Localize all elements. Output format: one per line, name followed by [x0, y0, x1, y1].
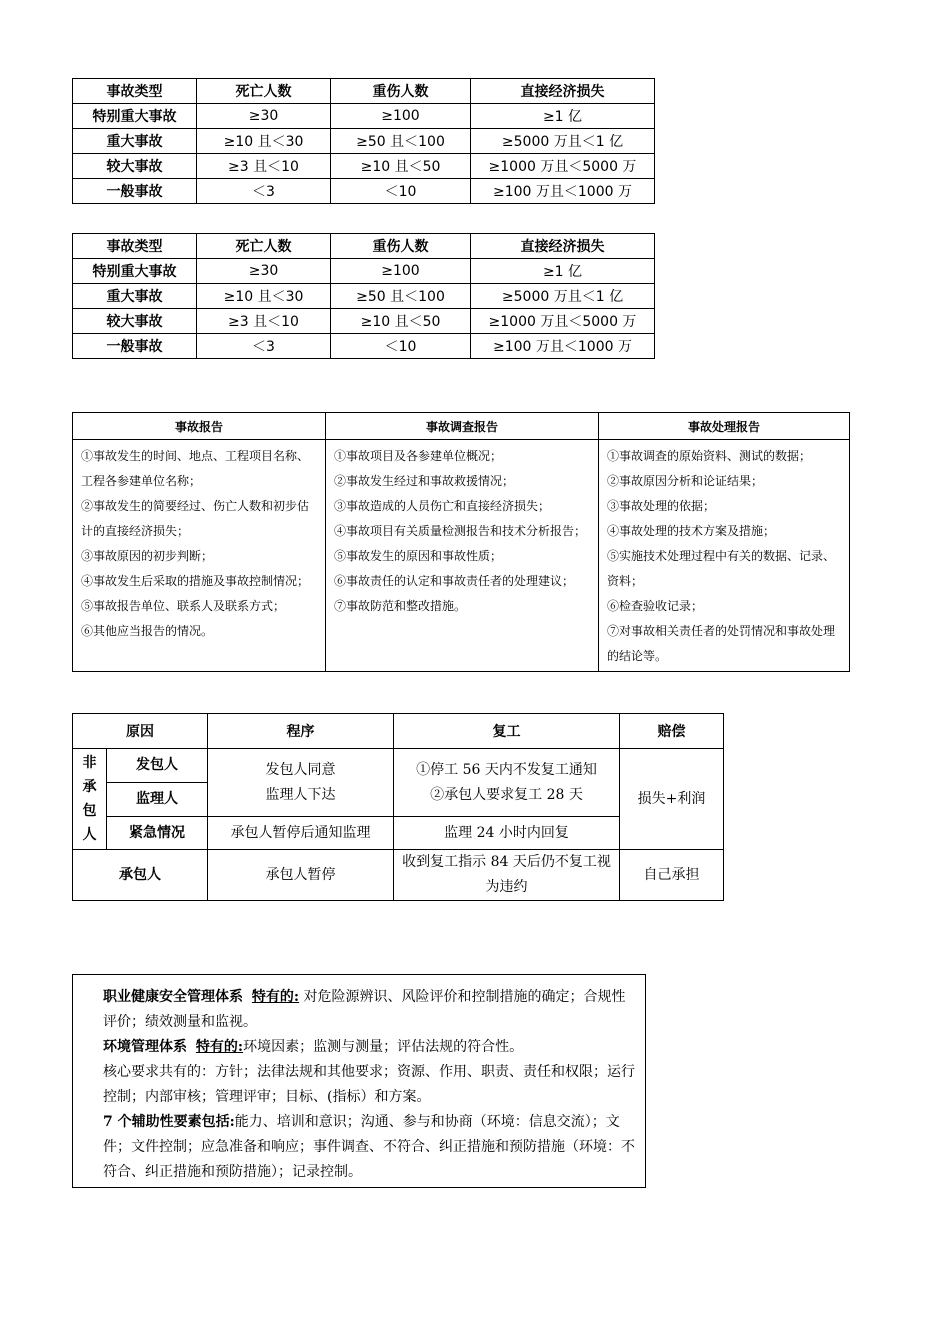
- accident-report-items: [73, 440, 326, 672]
- header-serious-injuries: 重伤人数: [331, 234, 471, 259]
- header-accident-type: 事故类型: [73, 234, 197, 259]
- table-cell: ≥100 万且＜1000 万: [471, 179, 655, 204]
- list-item: ④事故处理的技术方案及措施；: [607, 524, 776, 538]
- core-paragraph: 核心要求共有的：方针；法律法规和其他要求；资源、作用、职责、责任和权限；运行控制；内部审核；管理评审；目标、(指标）和方案。: [103, 1064, 635, 1105]
- header-economic-loss: 直接经济损失: [471, 79, 655, 104]
- header-cause: 原因: [73, 714, 208, 749]
- table-row: [73, 309, 655, 334]
- row-label: 一般事故: [73, 179, 197, 204]
- compensation-cell: 损失+利润: [620, 749, 724, 850]
- table-row: [73, 179, 655, 204]
- header-resume: 复工: [394, 714, 620, 749]
- header-deaths: 死亡人数: [197, 79, 331, 104]
- header-economic-loss: 直接经济损失: [471, 234, 655, 259]
- list-item: ②事故发生的简要经过、伤亡人数和初步估计的直接经济损失；: [81, 499, 310, 538]
- table-row: [73, 749, 724, 783]
- resume-line: ①停工 56 天内不发复工通知: [416, 761, 597, 778]
- investigation-report-items: [326, 440, 599, 672]
- table-cell: ＜3: [197, 334, 331, 359]
- compensation-contractor: 自己承担: [620, 850, 724, 901]
- list-item: ⑥事故责任的认定和事故责任者的处理建议；: [334, 574, 575, 588]
- table-cell: ≥3 且＜10: [197, 154, 331, 179]
- work-stoppage-table: [72, 713, 724, 901]
- ohs-paragraph: [86, 985, 639, 1035]
- table-cell: ≥100: [331, 259, 471, 284]
- env-text: 环境因素；监测与测量；评估法规的符合性。: [243, 1039, 524, 1055]
- ohs-text: 对危险源辨识、风险评价和控制措施的确定；合规性评价；绩效测量和监视。: [103, 989, 626, 1030]
- table-header-row: [73, 714, 724, 749]
- header-accident-report: 事故报告: [73, 413, 326, 440]
- cause-emergency: 紧急情况: [107, 817, 208, 850]
- env-paragraph: [86, 1035, 639, 1060]
- procedure-contractor: 承包人暂停: [208, 850, 394, 901]
- row-label: 特别重大事故: [73, 259, 197, 284]
- aux-text: 能力、培训和意识；沟通、参与和协商（环境：信息交流）；文件；文件控制；应急准备和响应；事件调查、不符合、纠正措施和预防措施（环境：不符合、纠正措施和预防措施）；记录控制。: [103, 1114, 635, 1180]
- table-cell: ＜10: [331, 179, 471, 204]
- procedure-cell: [208, 749, 394, 817]
- list-item: ①事故调查的原始资料、测试的数据；: [607, 449, 812, 463]
- header-serious-injuries: 重伤人数: [331, 79, 471, 104]
- table-cell: ≥1 亿: [471, 259, 655, 284]
- table-cell: ≥50 且＜100: [331, 284, 471, 309]
- list-item: ⑦事故防范和整改措施。: [334, 599, 467, 613]
- table-row: [73, 284, 655, 309]
- header-compensation: 赔偿: [620, 714, 724, 749]
- list-item: ②事故发生经过和事故救援情况；: [334, 474, 515, 488]
- table-cell: ≥5000 万且＜1 亿: [471, 129, 655, 154]
- table-row: [73, 104, 655, 129]
- list-item: ③事故造成的人员伤亡和直接经济损失；: [334, 499, 551, 513]
- list-item: ⑤事故发生的原因和事故性质；: [334, 549, 503, 563]
- management-system-box: [72, 974, 646, 1188]
- resume-cell: [394, 749, 620, 817]
- table-cell: ≥1 亿: [471, 104, 655, 129]
- procedure-emergency: 承包人暂停后通知监理: [208, 817, 394, 850]
- list-item: ①事故发生的时间、地点、工程项目名称、工程各参建单位名称；: [81, 449, 310, 488]
- header-investigation-report: 事故调查报告: [326, 413, 599, 440]
- header-procedure: 程序: [208, 714, 394, 749]
- env-title: 环境管理体系: [103, 1039, 187, 1055]
- table-cell: ＜3: [197, 179, 331, 204]
- accident-classification-table-2: [72, 233, 655, 359]
- list-item: ④事故项目有关质量检测报告和技术分析报告；: [334, 524, 587, 538]
- row-label: 较大事故: [73, 154, 197, 179]
- aux-title: 7 个辅助性要素包括:: [103, 1114, 235, 1130]
- cause-supervisor: 监理人: [107, 783, 208, 817]
- table-header-row: [73, 79, 655, 104]
- list-item: ③事故处理的依据；: [607, 499, 716, 513]
- table-cell: ≥10 且＜50: [331, 309, 471, 334]
- accident-report-table: [72, 412, 850, 672]
- resume-line: ②承包人要求复工 28 天: [430, 786, 583, 803]
- header-deaths: 死亡人数: [197, 234, 331, 259]
- table-cell: ≥100 万且＜1000 万: [471, 334, 655, 359]
- list-item: ④事故发生后采取的措施及事故控制情况；: [81, 574, 310, 588]
- ohs-title: 职业健康安全管理体系: [103, 989, 243, 1005]
- table-cell: ≥30: [197, 104, 331, 129]
- table-cell: ≥10 且＜30: [197, 284, 331, 309]
- table-row: [73, 259, 655, 284]
- list-item: ⑦对事故相关责任者的处罚情况和事故处理的结论等。: [607, 624, 836, 663]
- table-row: [73, 334, 655, 359]
- list-item: ③事故原因的初步判断；: [81, 549, 214, 563]
- table-cell: ＜10: [331, 334, 471, 359]
- table-cell: ≥1000 万且＜5000 万: [471, 154, 655, 179]
- row-label: 特别重大事故: [73, 104, 197, 129]
- list-item: ⑥其他应当报告的情况。: [81, 624, 214, 638]
- accident-classification-table-1: [72, 78, 655, 204]
- table-header-row: [73, 234, 655, 259]
- row-label: 重大事故: [73, 284, 197, 309]
- cause-employer: 发包人: [107, 749, 208, 783]
- row-label: 较大事故: [73, 309, 197, 334]
- list-item: ②事故原因分析和论证结果；: [607, 474, 764, 488]
- header-handling-report: 事故处理报告: [599, 413, 850, 440]
- table-cell: ≥1000 万且＜5000 万: [471, 309, 655, 334]
- env-unique-label: 特有的:: [195, 1039, 244, 1055]
- aux-paragraph: [86, 1110, 639, 1185]
- table-cell: ≥5000 万且＜1 亿: [471, 284, 655, 309]
- list-item: ⑥检查验收记录；: [607, 599, 704, 613]
- row-label: 一般事故: [73, 334, 197, 359]
- table-row: [73, 440, 850, 672]
- header-accident-type: 事故类型: [73, 79, 197, 104]
- table-cell: ≥30: [197, 259, 331, 284]
- procedure-line: 发包人同意: [265, 761, 336, 778]
- table-cell: ≥10 且＜50: [331, 154, 471, 179]
- ohs-unique-label: 特有的:: [251, 989, 300, 1005]
- cause-contractor: 承包人: [73, 850, 208, 901]
- table-cell: ≥3 且＜10: [197, 309, 331, 334]
- resume-emergency: 监理 24 小时内回复: [394, 817, 620, 850]
- table-row: [73, 850, 724, 901]
- table-cell: ≥50 且＜100: [331, 129, 471, 154]
- list-item: ①事故项目及各参建单位概况；: [334, 449, 503, 463]
- table-row: [73, 154, 655, 179]
- non-contractor-label: 非承包人: [73, 749, 107, 850]
- list-item: ⑤实施技术处理过程中有关的数据、记录、资料；: [607, 549, 836, 588]
- table-cell: ≥100: [331, 104, 471, 129]
- handling-report-items: [599, 440, 850, 672]
- table-cell: ≥10 且＜30: [197, 129, 331, 154]
- table-header-row: [73, 413, 850, 440]
- table-row: [73, 129, 655, 154]
- list-item: ⑤事故报告单位、联系人及联系方式；: [81, 599, 286, 613]
- procedure-line: 监理人下达: [265, 786, 336, 803]
- resume-contractor: 收到复工指示 84 天后仍不复工视为违约: [394, 850, 620, 901]
- row-label: 重大事故: [73, 129, 197, 154]
